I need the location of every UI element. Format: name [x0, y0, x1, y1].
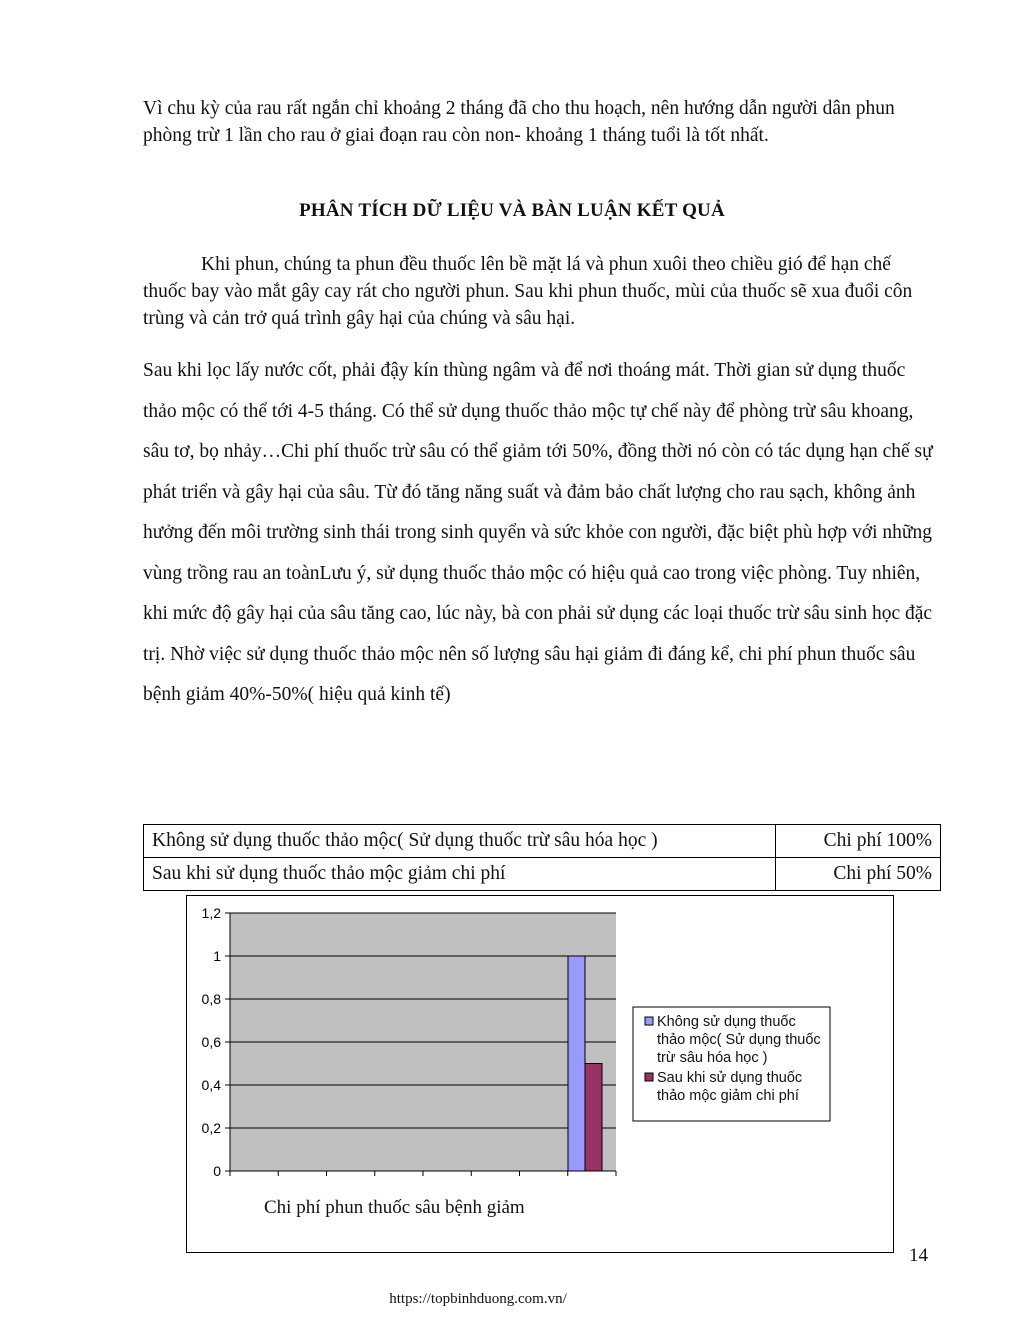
table-row [144, 825, 941, 858]
bar [585, 1064, 602, 1172]
legend-swatch [645, 1073, 653, 1081]
y-tick-label: 0,2 [201, 1120, 221, 1136]
bar [568, 956, 585, 1171]
footer-url[interactable]: https://topbinhduong.com.vn/ [389, 1291, 567, 1307]
y-tick-label: 0,6 [201, 1034, 221, 1050]
table-cell-value: Chi phí 50% [776, 858, 941, 891]
table-row [144, 858, 941, 891]
legend-label: trừ sâu hóa học ) [657, 1050, 768, 1066]
cost-table [143, 824, 941, 891]
y-tick-label: 1 [213, 948, 221, 964]
intro-paragraph: Vì chu kỳ của rau rất ngắn chỉ khoảng 2 tháng đã cho thu hoạch, nên hướng dẫn người dân phun phòng trừ 1 lần cho rau ở giai đoạn rau còn non- khoảng 1 tháng tuổi là tốt nhất. [143, 98, 895, 146]
spraying-paragraph: Khi phun, chúng ta phun đều thuốc lên bề mặt lá và phun xuôi theo chiều gió để hạn chế thuốc bay vào mắt gây cay rát cho người phun. Sau khi phun thuốc, mùi của thuốc sẽ xua đuổi côn trùng và cản trở quá trình gây hại của chúng và sâu hại. [143, 254, 913, 329]
table-cell-value: Chi phí 100% [776, 825, 941, 858]
page-number: 14 [909, 1245, 928, 1266]
y-tick-label: 1,2 [201, 905, 221, 921]
table-cell-label: Không sử dụng thuốc thảo mộc( Sử dụng thuốc trừ sâu hóa học ) [144, 825, 776, 858]
chart-svg [186, 895, 894, 1253]
section-heading: PHÂN TÍCH DỮ LIỆU VÀ BÀN LUẬN KẾT QUẢ [299, 200, 725, 221]
y-tick-label: 0 [213, 1163, 221, 1179]
results-paragraph: Sau khi lọc lấy nước cốt, phải đậy kín thùng ngâm và để nơi thoáng mát. Thời gian sử dụng thuốc thảo mộc có thể tới 4-5 tháng. Có thể sử dụng thuốc thảo mộc tự chế này để phòng trừ sâu khoang, sâu tơ, bọ nhảy…Chi phí thuốc trừ sâu có thể giảm tới 50%, đồng thời nó còn có tác dụng hạn chế sự phát triển và gây hại của sâu. Từ đó tăng năng suất và đảm bảo chất lượng cho rau sạch, không ảnh hưởng đến môi trường sinh thái trong sinh quyển và sức khỏe con người, đặc biệt phù hợp với những vùng trồng rau an toànLưu ý, sử dụng thuốc thảo mộc có hiệu quả cao trong việc phòng. Tuy nhiên, khi mức độ gây hại của sâu tăng cao, lúc này, bà con phải sử dụng các loại thuốc trừ sâu sinh học đặc trị. Nhờ việc sử dụng thuốc thảo mộc nên số lượng sâu hại giảm đi đáng kể, chi phí phun thuốc sâu bệnh giảm 40%-50%( hiệu quả kinh tế) [143, 360, 933, 705]
y-tick-label: 0,8 [201, 991, 221, 1007]
x-axis-label: Chi phí phun thuốc sâu bệnh giảm [264, 1197, 525, 1218]
legend-label: Sau khi sử dụng thuốc [657, 1070, 803, 1086]
y-tick-label: 0,4 [201, 1077, 221, 1093]
cost-bar-chart [186, 895, 894, 1253]
legend-label: thảo mộc( Sử dụng thuốc [657, 1032, 821, 1048]
table-cell-label: Sau khi sử dụng thuốc thảo mộc giảm chi phí [144, 858, 776, 891]
legend-label: Không sử dụng thuốc [657, 1014, 796, 1030]
legend-label: thảo mộc giảm chi phí [657, 1088, 799, 1104]
legend-swatch [645, 1017, 653, 1025]
